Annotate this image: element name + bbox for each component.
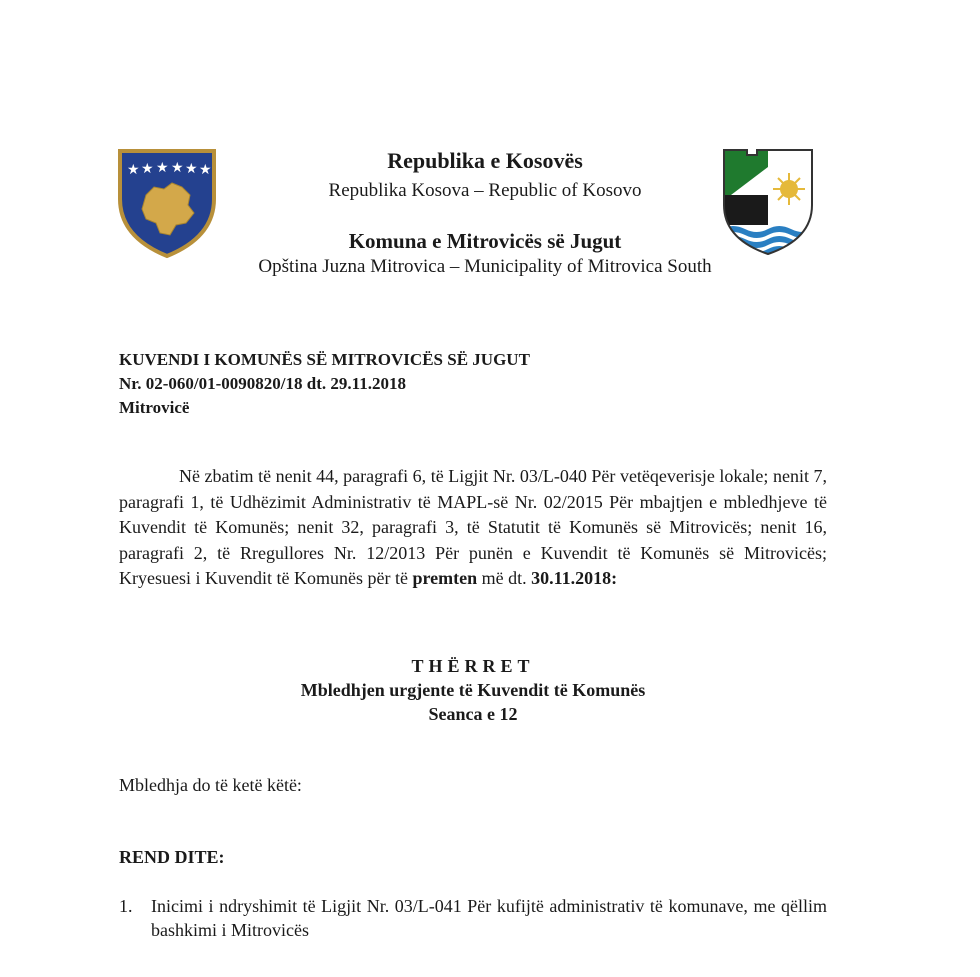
document-place: Mitrovicë [119, 398, 190, 417]
paragraph-text: Në zbatim të nenit 44, paragrafi 6, të Ligjit Nr. 03/L-040 Për vetëqeverisje lokale; nenit 7, paragrafi 1, të Udhëzimit Administrativ të MAPL-së Nr. 02/2015 Për mbajtjen e mbledhjeve të Kuvendit të Komunës; nenit 32, paragrafi 3, të Statutit të Komunës së Mitrovicës; nenit 16, paragrafi 2, të Rregullores Nr. 12/2013 Për punën e Kuvendit të Komunës së Mitrovicës; Kryesuesi i Kuvendit të Komunës për të [119, 466, 827, 588]
country-title: Republika e Kosovës [387, 148, 583, 173]
svg-text:★: ★ [199, 162, 212, 178]
call-title: THËRRET [411, 656, 535, 676]
kosovo-coat-of-arms-icon [116, 147, 218, 259]
mitrovica-coat-of-arms-icon [721, 147, 815, 257]
svg-text:★: ★ [185, 161, 198, 177]
municipality-subtitle: Opština Juzna Mitrovica – Municipality of Mitrovica South [258, 256, 712, 277]
document-number: Nr. 02-060/01-0090820/18 dt. 29.11.2018 [119, 374, 406, 393]
date-prefix: më dt. [481, 568, 527, 588]
session-number: Seanca e 12 [428, 704, 518, 724]
assembly-name: KUVENDI I KOMUNËS SË MITROVICËS SË JUGUT [119, 350, 530, 369]
call-subtitle: Mbledhjen urgjente të Kuvendit të Komunës [300, 680, 646, 700]
svg-text:★: ★ [156, 160, 169, 176]
svg-text:★: ★ [141, 161, 154, 177]
svg-text:★: ★ [171, 160, 184, 176]
agenda-item [119, 894, 827, 942]
municipality-title: Komuna e Mitrovicës së Jugut [348, 229, 622, 253]
agenda-title: REND DITE: [119, 847, 225, 867]
agenda-item-number: 1. [119, 896, 133, 916]
meeting-day: premten [412, 568, 478, 588]
agenda-intro: Mbledhja do të ketë këtë: [119, 775, 302, 795]
svg-text:★: ★ [127, 162, 140, 178]
country-subtitle: Republika Kosova – Republic of Kosovo [328, 180, 642, 201]
agenda-item-text: Inicimi i ndryshimit të Ligjit Nr. 03/L-041 Për kufijtë administrativ të komunave, me qëllim bashkimi i Mitrovicës [151, 896, 827, 940]
meeting-date: 30.11.2018: [531, 568, 618, 588]
legal-basis-paragraph [119, 464, 827, 592]
